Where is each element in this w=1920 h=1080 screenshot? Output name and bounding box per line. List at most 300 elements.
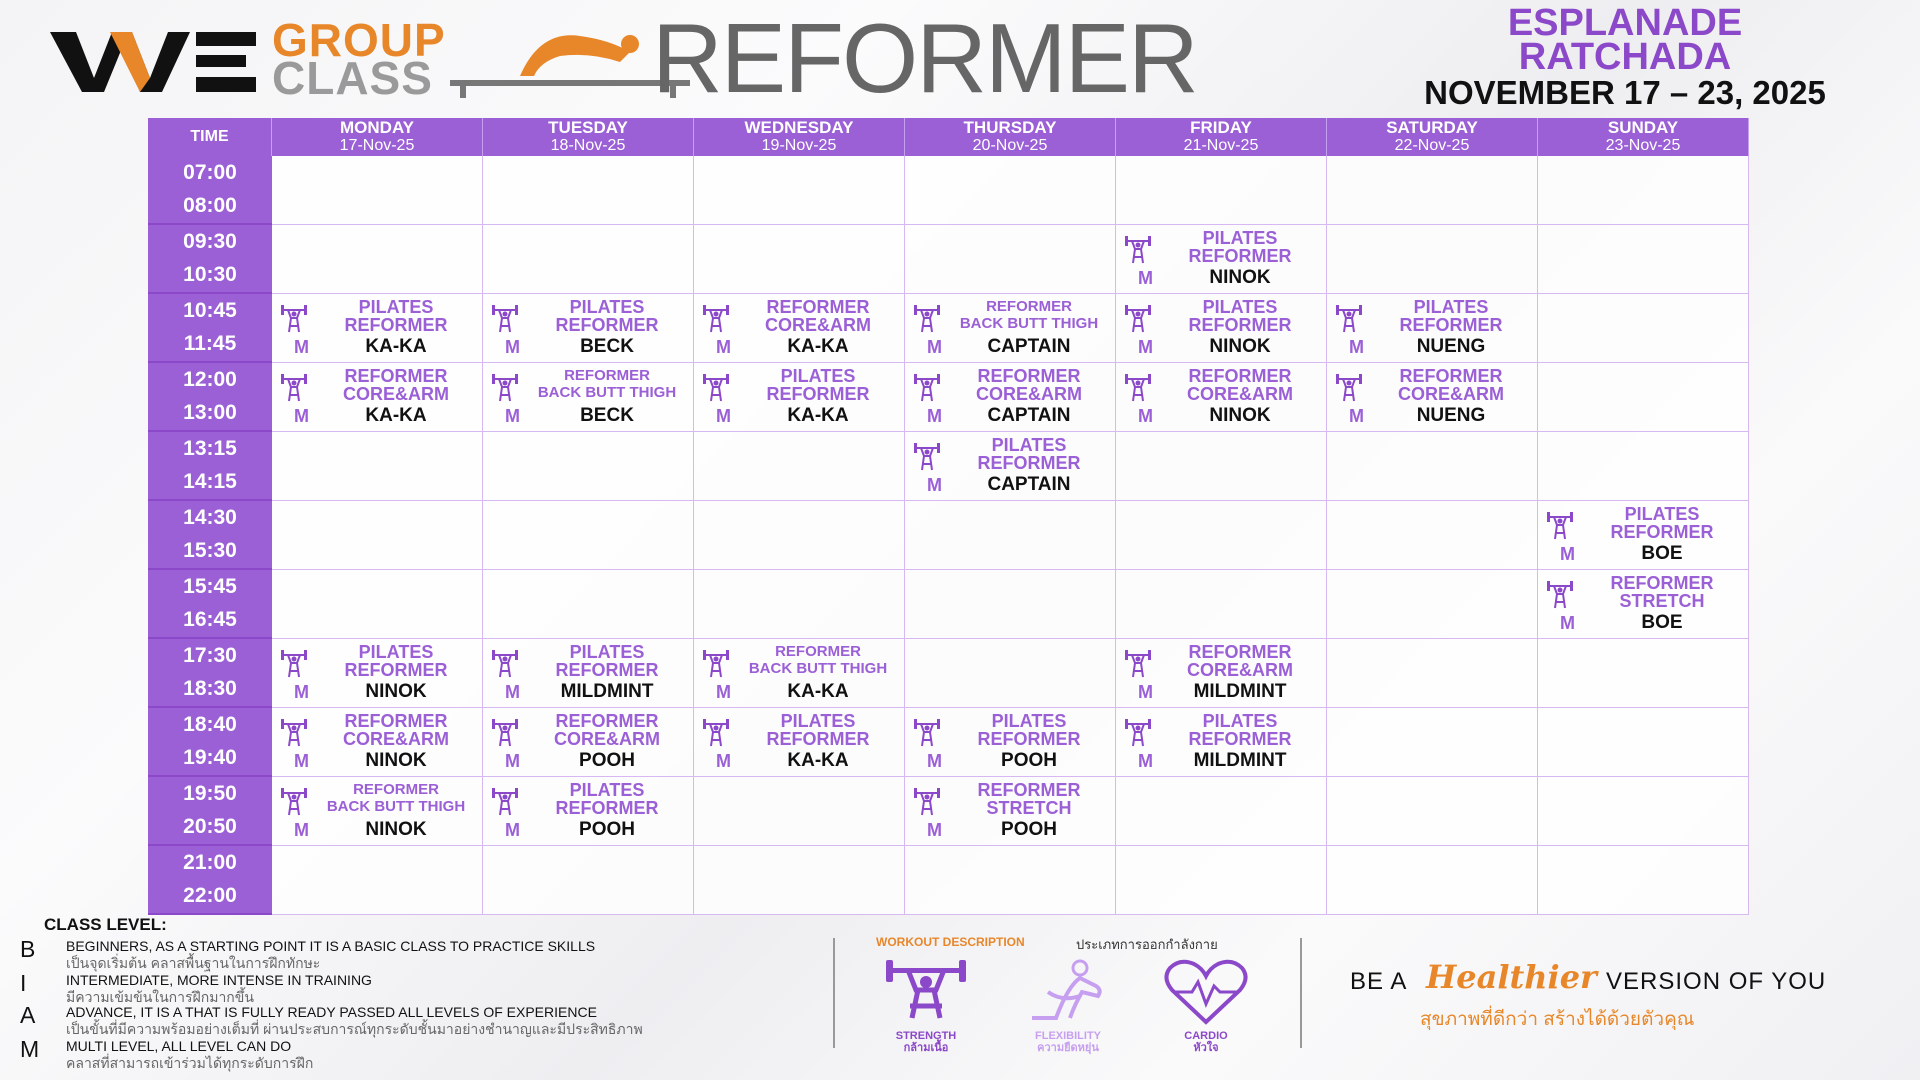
class-entry[interactable]	[483, 639, 693, 707]
brand-class-text: CLASS	[272, 52, 433, 104]
day-date: 23-Nov-25	[1605, 137, 1681, 154]
class-entry[interactable]	[905, 432, 1115, 500]
location-line1: ESPLANADE	[1507, 2, 1743, 44]
class-name-line2: REFORMER	[555, 798, 659, 818]
class-name-line2: BACK BUTT THIGH	[537, 384, 677, 401]
class-cell[interactable]	[905, 777, 1116, 846]
class-cell[interactable]	[1116, 225, 1327, 294]
schedule-cell	[694, 777, 905, 846]
strength-icon	[280, 718, 308, 748]
class-level-badge: M	[716, 751, 731, 771]
class-name	[947, 367, 1111, 403]
day-name: SATURDAY	[1386, 118, 1478, 137]
schedule-cell	[272, 432, 483, 501]
class-entry[interactable]	[483, 708, 693, 776]
level-description-th: คลาสที่สามารถเข้าร่วมได้ทุกระดับการฝึก	[66, 1055, 314, 1071]
brand-reformer-title: REFORMER	[652, 3, 1197, 113]
class-entry[interactable]	[905, 777, 1115, 845]
day-date: 20-Nov-25	[972, 137, 1048, 154]
class-name	[947, 781, 1111, 817]
class-name	[736, 643, 900, 677]
class-name	[736, 367, 900, 403]
day-name: TUESDAY	[548, 118, 628, 137]
schedule-cell	[1327, 570, 1538, 639]
coach-name: BECK	[580, 405, 634, 426]
schedule-cell	[483, 225, 694, 294]
class-level-badge: M	[716, 406, 731, 426]
class-cell[interactable]	[1116, 639, 1327, 708]
coach-name: POOH	[1001, 750, 1057, 771]
class-cell[interactable]	[272, 294, 483, 363]
class-cell[interactable]	[1327, 363, 1538, 432]
schedule-cell	[1116, 777, 1327, 846]
class-name-line1: REFORMER	[977, 366, 1081, 386]
day-header-monday	[272, 118, 483, 156]
day-date: 21-Nov-25	[1183, 137, 1259, 154]
time-slot	[148, 363, 272, 432]
day-header-friday	[1116, 118, 1327, 156]
class-entry[interactable]	[694, 708, 904, 776]
coach-name: KA-KA	[365, 336, 427, 357]
flexibility-label	[998, 1030, 1138, 1054]
class-name-line2: REFORMER	[1399, 315, 1503, 335]
coach-name: NINOK	[365, 819, 427, 840]
time-slot	[148, 432, 272, 501]
schedule-cell	[694, 501, 905, 570]
schedule-cell	[905, 225, 1116, 294]
class-cell[interactable]	[272, 708, 483, 777]
class-cell[interactable]	[905, 363, 1116, 432]
class-entry[interactable]	[483, 294, 693, 362]
day-name: FRIDAY	[1190, 118, 1252, 137]
class-entry[interactable]	[1116, 363, 1326, 431]
class-entry[interactable]	[1116, 294, 1326, 362]
tagline-before: BE A	[1350, 968, 1408, 995]
class-cell[interactable]	[694, 639, 905, 708]
class-level-badge: M	[1138, 268, 1153, 288]
class-name-line1: PILATES	[569, 780, 645, 800]
class-name-line2: REFORMER	[555, 315, 659, 335]
strength-icon	[491, 304, 519, 334]
class-cell[interactable]	[483, 708, 694, 777]
coach-name: MILDMINT	[1193, 681, 1287, 702]
class-level-badge: M	[1560, 613, 1575, 633]
class-cell[interactable]	[483, 777, 694, 846]
class-level-badge: M	[294, 820, 309, 840]
flexibility-icon	[1022, 956, 1114, 1026]
class-name	[1158, 298, 1322, 334]
class-name-line1: PILATES	[569, 297, 645, 317]
class-name	[736, 298, 900, 334]
class-entry[interactable]	[905, 708, 1115, 776]
schedule-cell	[1538, 708, 1749, 777]
schedule-cell	[483, 156, 694, 225]
class-name-line1: REFORMER	[344, 711, 448, 731]
class-name-line1: REFORMER	[564, 367, 650, 384]
class-level-badge: M	[1138, 337, 1153, 357]
day-header-sunday	[1538, 118, 1749, 156]
class-name-line2: REFORMER	[1188, 729, 1292, 749]
schedule-cell	[1538, 846, 1749, 915]
class-name-line2: REFORMER	[766, 384, 870, 404]
class-name-line1: REFORMER	[555, 711, 659, 731]
strength-icon	[913, 442, 941, 472]
class-name	[736, 712, 900, 748]
schedule-cell	[483, 846, 694, 915]
day-date: 18-Nov-25	[550, 137, 626, 154]
class-entry[interactable]	[483, 363, 693, 431]
class-name	[525, 712, 689, 748]
class-name	[1158, 229, 1322, 265]
class-name-line1: REFORMER	[1188, 366, 1292, 386]
class-entry[interactable]	[905, 363, 1115, 431]
day-header-tuesday	[483, 118, 694, 156]
class-cell[interactable]	[694, 708, 905, 777]
class-cell[interactable]	[1538, 570, 1749, 639]
coach-name: CAPTAIN	[987, 405, 1071, 426]
schedule-cell	[272, 225, 483, 294]
class-level-badge: M	[505, 751, 520, 771]
strength-label-th: กล้ามเนื้อ	[903, 1042, 949, 1054]
class-entry[interactable]	[272, 708, 482, 776]
level-letter: A	[20, 1002, 36, 1028]
strength-icon	[702, 373, 730, 403]
cardio-label-en: CARDIO	[1184, 1030, 1228, 1042]
time-slot	[148, 501, 272, 570]
slot-end-time: 22:00	[183, 884, 237, 908]
schedule-cell	[694, 846, 905, 915]
slot-end-time: 20:50	[183, 815, 237, 839]
slot-start-time: 12:00	[183, 367, 237, 391]
schedule-cell	[905, 156, 1116, 225]
class-name	[1580, 574, 1744, 610]
time-slot	[148, 708, 272, 777]
strength-icon	[702, 718, 730, 748]
schedule-cell	[1538, 777, 1749, 846]
class-cell[interactable]	[1116, 363, 1327, 432]
coach-name: POOH	[1001, 819, 1057, 840]
slot-start-time: 09:30	[183, 229, 237, 253]
strength-icon	[1546, 511, 1574, 541]
class-entry[interactable]	[272, 639, 482, 707]
class-level-badge: M	[1349, 406, 1364, 426]
tagline-after: VERSION OF YOU	[1606, 968, 1827, 995]
class-name	[1158, 643, 1322, 679]
class-name-line1: REFORMER	[1610, 573, 1714, 593]
coach-name: NINOK	[1209, 405, 1271, 426]
class-cell[interactable]	[694, 363, 905, 432]
class-name-line2: REFORMER	[1188, 246, 1292, 266]
class-name-line2: CORE&ARM	[343, 384, 449, 404]
day-date: 19-Nov-25	[761, 137, 837, 154]
schedule-cell	[1538, 225, 1749, 294]
class-cell[interactable]	[905, 708, 1116, 777]
class-entry[interactable]	[694, 639, 904, 707]
class-entry[interactable]	[1116, 708, 1326, 776]
coach-name: MILDMINT	[1193, 750, 1287, 771]
class-cell[interactable]	[1116, 708, 1327, 777]
class-entry[interactable]	[272, 777, 482, 845]
class-name-line2: CORE&ARM	[1187, 384, 1293, 404]
strength-icon	[280, 787, 308, 817]
slot-start-time: 13:15	[183, 436, 237, 460]
schedule-cell	[694, 432, 905, 501]
strength-icon	[1335, 373, 1363, 403]
time-slot	[148, 777, 272, 846]
class-level-badge: M	[927, 406, 942, 426]
class-level-badge: M	[1349, 337, 1364, 357]
coach-name: KA-KA	[787, 681, 849, 702]
time-slot	[148, 225, 272, 294]
class-name-line2: REFORMER	[344, 315, 448, 335]
class-name-line2: BACK BUTT THIGH	[326, 798, 466, 815]
class-name	[314, 712, 478, 748]
slot-end-time: 14:15	[183, 470, 237, 494]
strength-icon	[913, 373, 941, 403]
class-name	[947, 298, 1111, 332]
cardio-icon	[1160, 956, 1252, 1026]
class-cell[interactable]	[483, 639, 694, 708]
strength-icon	[880, 956, 972, 1026]
slot-end-time: 16:45	[183, 608, 237, 632]
time-slot	[148, 846, 272, 915]
time-slot	[148, 639, 272, 708]
slot-start-time: 18:40	[183, 712, 237, 736]
class-name	[1158, 367, 1322, 403]
schedule-cell	[1327, 432, 1538, 501]
day-header-saturday	[1327, 118, 1538, 156]
schedule-cell	[1327, 225, 1538, 294]
strength-icon	[491, 718, 519, 748]
coach-name: CAPTAIN	[987, 474, 1071, 495]
class-level-badge: M	[294, 337, 309, 357]
class-entry[interactable]	[1538, 570, 1748, 638]
class-name-line1: PILATES	[991, 435, 1067, 455]
footer-divider-right	[1300, 938, 1302, 1048]
strength-icon	[913, 304, 941, 334]
slot-start-time: 15:45	[183, 574, 237, 598]
class-name-line1: PILATES	[780, 711, 856, 731]
schedule-cell	[483, 570, 694, 639]
footer-divider-left	[833, 938, 835, 1048]
class-cell[interactable]	[483, 294, 694, 363]
level-description-th: เป็นจุดเริ่มต้น คลาสพื้นฐานในการฝึกทักษะ	[66, 955, 321, 971]
class-level-badge: M	[716, 682, 731, 702]
coach-name: NUENG	[1416, 336, 1486, 357]
level-letter: M	[20, 1036, 40, 1062]
strength-icon	[1124, 304, 1152, 334]
class-name-line1: REFORMER	[986, 298, 1072, 315]
class-name-line1: PILATES	[1624, 504, 1700, 524]
day-date: 22-Nov-25	[1394, 137, 1470, 154]
class-name-line1: PILATES	[358, 297, 434, 317]
class-cell[interactable]	[694, 294, 905, 363]
strength-label	[856, 1030, 996, 1054]
class-name	[1580, 505, 1744, 541]
workout-description-title-th: ประเภทการออกกำลังกาย	[1076, 937, 1218, 952]
class-name-line1: PILATES	[1413, 297, 1489, 317]
tagline-thai: สุขภาพที่ดีกว่า สร้างได้ด้วยตัวคุณ	[1420, 1009, 1695, 1030]
class-cell[interactable]	[1538, 501, 1749, 570]
coach-name: BOE	[1641, 612, 1683, 633]
slot-start-time: 21:00	[183, 850, 237, 874]
strength-label-en: STRENGTH	[895, 1030, 957, 1042]
location-block	[1340, 2, 1910, 112]
slot-end-time: 18:30	[183, 677, 237, 701]
class-level-badge: M	[927, 337, 942, 357]
schedule-cell	[1538, 294, 1749, 363]
class-name	[314, 367, 478, 403]
coach-name: KA-KA	[787, 336, 849, 357]
class-level-badge: M	[1138, 682, 1153, 702]
class-name	[1369, 298, 1533, 334]
slot-end-time: 13:00	[183, 401, 237, 425]
class-entry[interactable]	[272, 363, 482, 431]
schedule-cell	[1327, 708, 1538, 777]
schedule-cell	[905, 501, 1116, 570]
class-level-badge: M	[505, 406, 520, 426]
time-slot	[148, 570, 272, 639]
class-cell[interactable]	[272, 639, 483, 708]
class-entry[interactable]	[694, 294, 904, 362]
workout-description-title: WORKOUT DESCRIPTION	[876, 935, 1025, 949]
coach-name: KA-KA	[787, 405, 849, 426]
class-entry[interactable]	[483, 777, 693, 845]
class-name-line1: REFORMER	[344, 366, 448, 386]
class-level-badge: M	[294, 406, 309, 426]
strength-icon	[702, 649, 730, 679]
level-description-en: BEGINNERS, AS A STARTING POINT IT IS A BASIC CLASS TO PRACTICE SKILLS	[66, 938, 596, 954]
class-name-line1: REFORMER	[1188, 642, 1292, 662]
class-level-badge: M	[1138, 751, 1153, 771]
class-level-badge: M	[927, 751, 942, 771]
flexibility-label-th: ความยืดหยุ่น	[1037, 1042, 1099, 1054]
class-cell[interactable]	[1327, 294, 1538, 363]
strength-icon	[280, 304, 308, 334]
schedule-cell	[1116, 570, 1327, 639]
class-name-line2: CORE&ARM	[343, 729, 449, 749]
coach-name: MILDMINT	[560, 681, 654, 702]
coach-name: CAPTAIN	[987, 336, 1071, 357]
class-name-line1: REFORMER	[353, 781, 439, 798]
slot-start-time: 10:45	[183, 298, 237, 322]
slot-end-time: 15:30	[183, 539, 237, 563]
class-name-line1: PILATES	[991, 711, 1067, 731]
schedule-cell	[905, 639, 1116, 708]
class-entry[interactable]	[1327, 363, 1537, 431]
schedule-cell	[1116, 501, 1327, 570]
coach-name: NINOK	[1209, 336, 1271, 357]
schedule-cell	[272, 570, 483, 639]
class-name	[525, 298, 689, 334]
strength-icon	[280, 649, 308, 679]
coach-name: NUENG	[1416, 405, 1486, 426]
class-level-badge: M	[1138, 406, 1153, 426]
day-name: THURSDAY	[963, 118, 1057, 137]
location-line2: RATCHADA	[1518, 36, 1732, 78]
level-description-en: ADVANCE, IT IS A THAT IS FULLY READY PASSED ALL LEVELS OF EXPERIENCE	[66, 1004, 597, 1020]
class-entry[interactable]	[272, 294, 482, 362]
class-name	[525, 367, 689, 401]
class-cell[interactable]	[905, 294, 1116, 363]
class-name	[314, 643, 478, 679]
class-name-line2: REFORMER	[1188, 315, 1292, 335]
slot-start-time: 17:30	[183, 643, 237, 667]
day-header-thursday	[905, 118, 1116, 156]
class-level-badge: M	[716, 337, 731, 357]
class-entry[interactable]	[1116, 639, 1326, 707]
week-range: NOVEMBER 17 – 23, 2025	[1424, 74, 1826, 111]
class-entry[interactable]	[1116, 225, 1326, 293]
strength-icon	[702, 304, 730, 334]
class-level-badge: M	[505, 682, 520, 702]
day-name: SUNDAY	[1607, 118, 1679, 137]
strength-icon	[280, 373, 308, 403]
class-name-line2: BACK BUTT THIGH	[959, 315, 1099, 332]
class-cell[interactable]	[483, 363, 694, 432]
coach-name: NINOK	[365, 681, 427, 702]
strength-icon	[491, 787, 519, 817]
coach-name: BECK	[580, 336, 634, 357]
class-name-line2: CORE&ARM	[976, 384, 1082, 404]
class-entry[interactable]	[1327, 294, 1537, 362]
schedule-cell	[483, 432, 694, 501]
schedule-cell	[1327, 777, 1538, 846]
schedule-cell	[1116, 846, 1327, 915]
class-name	[525, 781, 689, 817]
tagline-highlight: Healthier	[1426, 958, 1597, 996]
slot-start-time: 07:00	[183, 160, 237, 184]
schedule-cell	[483, 501, 694, 570]
class-level-badge: M	[927, 820, 942, 840]
class-name-line2: CORE&ARM	[765, 315, 871, 335]
slot-end-time: 10:30	[183, 263, 237, 287]
strength-icon	[491, 649, 519, 679]
class-name-line1: PILATES	[569, 642, 645, 662]
class-cell[interactable]	[272, 363, 483, 432]
slot-end-time: 11:45	[183, 332, 237, 356]
class-entry[interactable]	[1538, 501, 1748, 569]
class-name-line2: STRETCH	[986, 798, 1072, 818]
class-level-title: CLASS LEVEL:	[44, 915, 167, 934]
level-letter: B	[20, 936, 36, 962]
class-name-line1: PILATES	[1202, 711, 1278, 731]
coach-name: POOH	[579, 750, 635, 771]
schedule-cell	[1538, 432, 1749, 501]
class-name	[1369, 367, 1533, 403]
class-name-line2: REFORMER	[344, 660, 448, 680]
class-entry[interactable]	[905, 294, 1115, 362]
class-name-line2: REFORMER	[766, 729, 870, 749]
schedule-cell	[1327, 846, 1538, 915]
class-name	[947, 436, 1111, 472]
strength-icon	[913, 718, 941, 748]
schedule-cell	[272, 501, 483, 570]
class-cell[interactable]	[905, 432, 1116, 501]
class-name-line2: CORE&ARM	[1187, 660, 1293, 680]
class-cell[interactable]	[272, 777, 483, 846]
class-name-line2: REFORMER	[555, 660, 659, 680]
class-name-line2: REFORMER	[1610, 522, 1714, 542]
coach-name: BOE	[1641, 543, 1683, 564]
class-entry[interactable]	[694, 363, 904, 431]
schedule-cell	[694, 570, 905, 639]
class-level-badge: M	[505, 337, 520, 357]
day-header-wednesday	[694, 118, 905, 156]
strength-icon	[913, 787, 941, 817]
level-description-th: มีความเข้มข้นในการฝึกมากขึ้น	[66, 989, 254, 1005]
class-cell[interactable]	[1116, 294, 1327, 363]
